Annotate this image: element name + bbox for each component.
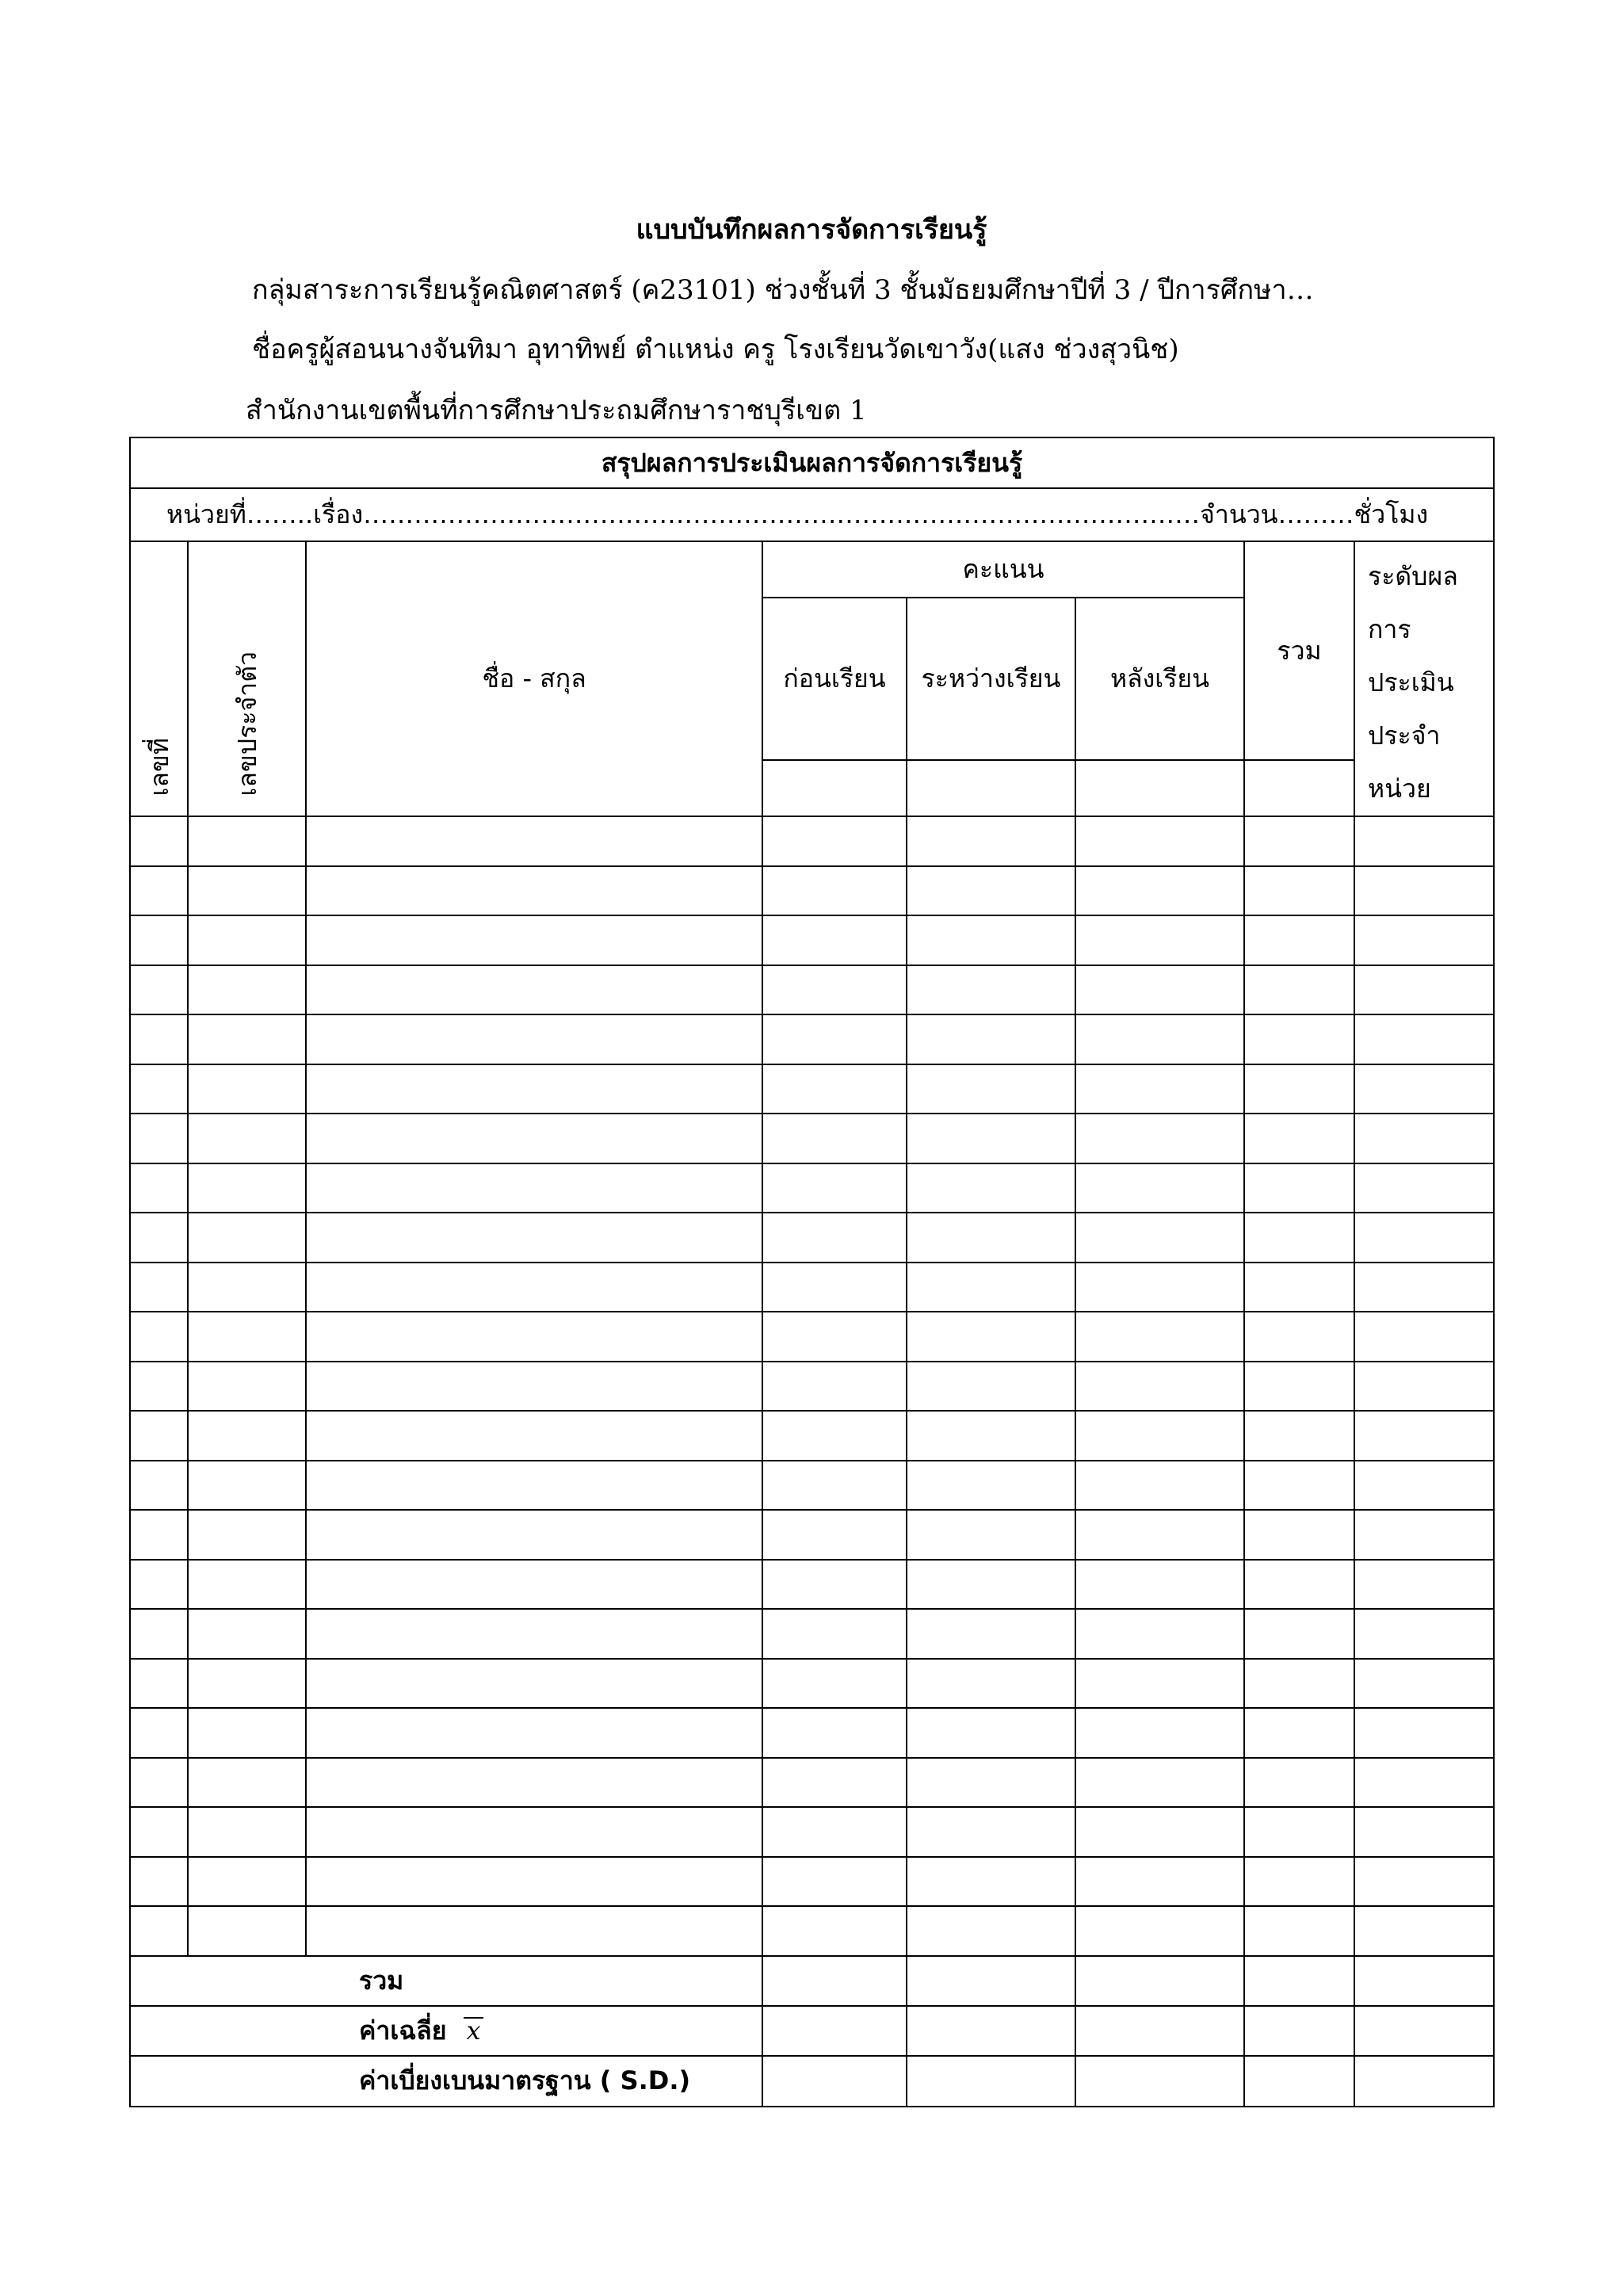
row-after-cell[interactable] — [1075, 1014, 1244, 1064]
row-before-cell[interactable] — [762, 1312, 907, 1362]
assessment-table — [129, 437, 1495, 2107]
row-number-cell[interactable] — [130, 965, 188, 1015]
row-name-cell[interactable] — [306, 1263, 762, 1312]
table-row — [130, 1461, 1494, 1511]
row-name-cell[interactable] — [306, 1560, 762, 1610]
row-level-cell[interactable] — [1354, 1461, 1494, 1511]
stat-cell[interactable] — [762, 2056, 907, 2107]
row-before-cell[interactable] — [762, 915, 907, 965]
row-during-cell[interactable] — [907, 816, 1075, 866]
row-total-cell[interactable] — [1244, 816, 1354, 866]
row-total-cell[interactable] — [1244, 1411, 1354, 1461]
row-during-cell[interactable] — [907, 1708, 1075, 1758]
row-total-cell[interactable] — [1244, 1163, 1354, 1213]
row-during-cell[interactable] — [907, 1064, 1075, 1114]
row-total-cell[interactable] — [1244, 965, 1354, 1015]
col-header-level — [1354, 541, 1494, 816]
row-number-cell[interactable] — [130, 1312, 188, 1362]
stat-mean-text: ค่าเฉลี่ย — [359, 2015, 447, 2046]
table-row — [130, 1114, 1494, 1163]
row-after-cell[interactable] — [1075, 1312, 1244, 1362]
row-after-cell[interactable] — [1075, 1906, 1244, 1956]
row-number-cell[interactable] — [130, 816, 188, 866]
col-header-score-group: คะแนน — [762, 541, 1244, 598]
table-row — [130, 1213, 1494, 1263]
row-name-cell[interactable] — [306, 1312, 762, 1362]
row-during-cell[interactable] — [907, 1807, 1075, 1857]
row-number-cell[interactable] — [130, 1560, 188, 1610]
mean-symbol: x — [464, 2017, 483, 2042]
row-name-cell[interactable] — [306, 1659, 762, 1709]
row-total-cell[interactable] — [1244, 1807, 1354, 1857]
row-id-cell[interactable] — [188, 1064, 306, 1114]
row-id-cell[interactable] — [188, 1659, 306, 1709]
row-before-cell[interactable] — [762, 965, 907, 1015]
row-before-cell[interactable] — [762, 816, 907, 866]
row-id-cell[interactable] — [188, 1263, 306, 1312]
row-level-cell[interactable] — [1354, 1213, 1494, 1263]
stat-cell[interactable] — [1354, 2006, 1494, 2056]
row-total-cell[interactable] — [1244, 915, 1354, 965]
row-during-cell[interactable] — [907, 1014, 1075, 1064]
row-id-cell[interactable] — [188, 1114, 306, 1163]
row-level-cell[interactable] — [1354, 1411, 1494, 1461]
row-number-cell[interactable] — [130, 1708, 188, 1758]
row-during-cell[interactable] — [907, 1560, 1075, 1610]
stat-cell[interactable] — [1354, 2056, 1494, 2107]
row-total-cell[interactable] — [1244, 866, 1354, 916]
stat-sd-label: ค่าเบี่ยงเบนมาตรฐาน ( S.D.) — [130, 2056, 762, 2107]
row-before-cell[interactable] — [762, 1807, 907, 1857]
max-score-during[interactable] — [907, 760, 1075, 816]
row-during-cell[interactable] — [907, 915, 1075, 965]
row-id-cell[interactable] — [188, 915, 306, 965]
stat-cell[interactable] — [907, 2056, 1075, 2107]
level-label-line: ประจำ — [1368, 720, 1441, 751]
table-row — [130, 1807, 1494, 1857]
row-during-cell[interactable] — [907, 1362, 1075, 1412]
row-before-cell[interactable] — [762, 1213, 907, 1263]
row-after-cell[interactable] — [1075, 1609, 1244, 1659]
row-number-cell[interactable] — [130, 915, 188, 965]
row-after-cell[interactable] — [1075, 1263, 1244, 1312]
row-total-cell[interactable] — [1244, 1064, 1354, 1114]
row-level-cell[interactable] — [1354, 816, 1494, 866]
row-name-cell[interactable] — [306, 1014, 762, 1064]
table-row — [130, 1362, 1494, 1412]
row-id-cell[interactable] — [188, 1411, 306, 1461]
row-after-cell[interactable] — [1075, 1807, 1244, 1857]
row-level-cell[interactable] — [1354, 1510, 1494, 1560]
row-total-cell[interactable] — [1244, 1362, 1354, 1412]
table-row — [130, 1758, 1494, 1808]
row-during-cell[interactable] — [907, 1312, 1075, 1362]
row-during-cell[interactable] — [907, 1461, 1075, 1511]
row-before-cell[interactable] — [762, 866, 907, 916]
row-number-cell[interactable] — [130, 1906, 188, 1956]
row-number-cell[interactable] — [130, 1014, 188, 1064]
row-during-cell[interactable] — [907, 1263, 1075, 1312]
row-level-cell[interactable] — [1354, 965, 1494, 1015]
row-before-cell[interactable] — [762, 1064, 907, 1114]
row-during-cell[interactable] — [907, 1510, 1075, 1560]
row-name-cell[interactable] — [306, 915, 762, 965]
row-during-cell[interactable] — [907, 1411, 1075, 1461]
row-name-cell[interactable] — [306, 1758, 762, 1808]
row-id-cell[interactable] — [188, 1312, 306, 1362]
row-number-cell[interactable] — [130, 1609, 188, 1659]
row-level-cell[interactable] — [1354, 1758, 1494, 1808]
stat-cell[interactable] — [1244, 1956, 1354, 2006]
row-id-cell[interactable] — [188, 1807, 306, 1857]
row-after-cell[interactable] — [1075, 1114, 1244, 1163]
row-id-cell[interactable] — [188, 1163, 306, 1213]
row-name-cell[interactable] — [306, 1609, 762, 1659]
stat-total-label: รวม — [130, 1956, 762, 2006]
row-before-cell[interactable] — [762, 1659, 907, 1709]
row-after-cell[interactable] — [1075, 866, 1244, 916]
row-total-cell[interactable] — [1244, 1014, 1354, 1064]
col-header-before: ก่อนเรียน — [762, 598, 907, 761]
row-id-cell[interactable] — [188, 866, 306, 916]
row-before-cell[interactable] — [762, 1114, 907, 1163]
row-total-cell[interactable] — [1244, 1560, 1354, 1610]
row-number-cell[interactable] — [130, 866, 188, 916]
row-before-cell[interactable] — [762, 1263, 907, 1312]
summary-title: สรุปผลการประเมินผลการจัดการเรียนรู้ — [130, 437, 1494, 488]
row-during-cell[interactable] — [907, 1114, 1075, 1163]
max-score-total[interactable] — [1244, 760, 1354, 816]
row-number-cell[interactable] — [130, 1461, 188, 1511]
col-header-id-label: เลขประจำตัว — [232, 651, 262, 797]
row-total-cell[interactable] — [1244, 1857, 1354, 1907]
row-total-cell[interactable] — [1244, 1114, 1354, 1163]
table-row — [130, 1857, 1494, 1907]
row-id-cell[interactable] — [188, 1708, 306, 1758]
row-id-cell[interactable] — [188, 1560, 306, 1610]
row-number-cell[interactable] — [130, 1213, 188, 1263]
col-header-name: ชื่อ - สกุล — [306, 541, 762, 816]
row-before-cell[interactable] — [762, 1758, 907, 1808]
row-during-cell[interactable] — [907, 1857, 1075, 1907]
level-label-line: ประเมิน — [1368, 667, 1454, 697]
row-id-cell[interactable] — [188, 1758, 306, 1808]
col-header-total: รวม — [1244, 541, 1354, 760]
table-row — [130, 915, 1494, 965]
table-row — [130, 1064, 1494, 1114]
stat-cell[interactable] — [907, 1956, 1075, 2006]
row-number-cell[interactable] — [130, 1857, 188, 1907]
row-name-cell[interactable] — [306, 1807, 762, 1857]
row-total-cell[interactable] — [1244, 1461, 1354, 1511]
table-row — [130, 866, 1494, 916]
row-after-cell[interactable] — [1075, 1213, 1244, 1263]
table-row — [130, 1659, 1494, 1709]
stat-cell[interactable] — [762, 1956, 907, 2006]
subject-line: กลุ่มสาระการเรียนรู้คณิตศาสตร์ (ค23101) ช่วงชั้นที่ 3 ชั้นมัธยมศึกษาปีที่ 3 / ปีการศึกษา… — [252, 274, 1314, 306]
row-before-cell[interactable] — [762, 1708, 907, 1758]
row-during-cell[interactable] — [907, 965, 1075, 1015]
row-name-cell[interactable] — [306, 866, 762, 916]
row-after-cell[interactable] — [1075, 1708, 1244, 1758]
row-total-cell[interactable] — [1244, 1659, 1354, 1709]
row-number-cell[interactable] — [130, 1807, 188, 1857]
table-row — [130, 1163, 1494, 1213]
stat-cell[interactable] — [1075, 2006, 1244, 2056]
level-label-line: การ — [1368, 614, 1411, 644]
row-number-cell[interactable] — [130, 1510, 188, 1560]
row-during-cell[interactable] — [907, 1758, 1075, 1808]
row-id-cell[interactable] — [188, 1362, 306, 1412]
row-after-cell[interactable] — [1075, 1411, 1244, 1461]
table-row — [130, 1609, 1494, 1659]
office-line: สำนักงานเขตพื้นที่การศึกษาประถมศึกษาราชบุรีเขต 1 — [246, 395, 867, 426]
row-id-cell[interactable] — [188, 965, 306, 1015]
row-after-cell[interactable] — [1075, 1560, 1244, 1610]
stat-cell[interactable] — [1244, 2056, 1354, 2107]
col-header-number-label: เลขที่ — [144, 738, 174, 797]
row-before-cell[interactable] — [762, 1362, 907, 1412]
row-during-cell[interactable] — [907, 1213, 1075, 1263]
row-before-cell[interactable] — [762, 1857, 907, 1907]
row-name-cell[interactable] — [306, 1906, 762, 1956]
row-number-cell[interactable] — [130, 1411, 188, 1461]
row-level-cell[interactable] — [1354, 1560, 1494, 1610]
row-after-cell[interactable] — [1075, 1064, 1244, 1114]
row-total-cell[interactable] — [1244, 1906, 1354, 1956]
level-label-line: หน่วย — [1368, 774, 1431, 804]
row-level-cell[interactable] — [1354, 1857, 1494, 1907]
max-score-after[interactable] — [1075, 760, 1244, 816]
row-total-cell[interactable] — [1244, 1510, 1354, 1560]
row-id-cell[interactable] — [188, 1906, 306, 1956]
stat-cell[interactable] — [1244, 2006, 1354, 2056]
stat-cell[interactable] — [762, 2006, 907, 2056]
row-id-cell[interactable] — [188, 1014, 306, 1064]
row-total-cell[interactable] — [1244, 1263, 1354, 1312]
row-after-cell[interactable] — [1075, 816, 1244, 866]
row-after-cell[interactable] — [1075, 965, 1244, 1015]
row-total-cell[interactable] — [1244, 1213, 1354, 1263]
row-name-cell[interactable] — [306, 1114, 762, 1163]
stat-cell[interactable] — [1354, 1956, 1494, 2006]
table-row — [130, 1906, 1494, 1956]
row-after-cell[interactable] — [1075, 1758, 1244, 1808]
row-name-cell[interactable] — [306, 1362, 762, 1412]
table-row — [130, 1312, 1494, 1362]
row-before-cell[interactable] — [762, 1014, 907, 1064]
row-id-cell[interactable] — [188, 1857, 306, 1907]
row-total-cell[interactable] — [1244, 1312, 1354, 1362]
row-before-cell[interactable] — [762, 1163, 907, 1213]
col-header-number — [130, 541, 188, 816]
col-header-during: ระหว่างเรียน — [907, 598, 1075, 761]
table-row — [130, 1708, 1494, 1758]
row-name-cell[interactable] — [306, 1163, 762, 1213]
col-header-id — [188, 541, 306, 816]
stat-cell[interactable] — [1075, 1956, 1244, 2006]
row-level-cell[interactable] — [1354, 1014, 1494, 1064]
stat-mean-label — [130, 2006, 762, 2056]
row-level-cell[interactable] — [1354, 1362, 1494, 1412]
stat-cell[interactable] — [1075, 2056, 1244, 2107]
row-level-cell[interactable] — [1354, 1114, 1494, 1163]
row-name-cell[interactable] — [306, 816, 762, 866]
row-during-cell[interactable] — [907, 1163, 1075, 1213]
row-level-cell[interactable] — [1354, 1708, 1494, 1758]
row-after-cell[interactable] — [1075, 1510, 1244, 1560]
row-level-cell[interactable] — [1354, 1906, 1494, 1956]
row-after-cell[interactable] — [1075, 1163, 1244, 1213]
row-name-cell[interactable] — [306, 1213, 762, 1263]
row-number-cell[interactable] — [130, 1114, 188, 1163]
table-row — [130, 1263, 1494, 1312]
row-after-cell[interactable] — [1075, 1857, 1244, 1907]
teacher-line: ชื่อครูผู้สอนนางจันทิมา อุทาทิพย์ ตำแหน่ง ครู โรงเรียนวัดเขาวัง(แสง ช่วงสุวนิช) — [252, 334, 1179, 365]
row-level-cell[interactable] — [1354, 1263, 1494, 1312]
row-level-cell[interactable] — [1354, 1659, 1494, 1709]
row-before-cell[interactable] — [762, 1560, 907, 1610]
stat-cell[interactable] — [907, 2006, 1075, 2056]
row-id-cell[interactable] — [188, 1213, 306, 1263]
row-name-cell[interactable] — [306, 1411, 762, 1461]
row-before-cell[interactable] — [762, 1411, 907, 1461]
row-level-cell[interactable] — [1354, 1163, 1494, 1213]
row-after-cell[interactable] — [1075, 1362, 1244, 1412]
row-id-cell[interactable] — [188, 1461, 306, 1511]
row-number-cell[interactable] — [130, 1263, 188, 1312]
row-total-cell[interactable] — [1244, 1609, 1354, 1659]
row-during-cell[interactable] — [907, 1906, 1075, 1956]
level-label-line: ระดับผล — [1368, 561, 1458, 591]
row-number-cell[interactable] — [130, 1064, 188, 1114]
table-row — [130, 1560, 1494, 1610]
row-number-cell[interactable] — [130, 1659, 188, 1709]
row-after-cell[interactable] — [1075, 915, 1244, 965]
row-level-cell[interactable] — [1354, 1807, 1494, 1857]
row-name-cell[interactable] — [306, 1510, 762, 1560]
row-total-cell[interactable] — [1244, 1758, 1354, 1808]
row-during-cell[interactable] — [907, 1609, 1075, 1659]
row-during-cell[interactable] — [907, 1659, 1075, 1709]
row-total-cell[interactable] — [1244, 1708, 1354, 1758]
row-name-cell[interactable] — [306, 1708, 762, 1758]
unit-line: หน่วยที่……..เรื่อง………………………………………………………………………………………จำนวน………ชั่วโมง — [130, 488, 1494, 541]
row-before-cell[interactable] — [762, 1906, 907, 1956]
row-number-cell[interactable] — [130, 1362, 188, 1412]
row-name-cell[interactable] — [306, 1064, 762, 1114]
table-row — [130, 816, 1494, 866]
row-id-cell[interactable] — [188, 816, 306, 866]
table-row — [130, 1014, 1494, 1064]
row-level-cell[interactable] — [1354, 1312, 1494, 1362]
table-row — [130, 1510, 1494, 1560]
row-level-cell[interactable] — [1354, 1609, 1494, 1659]
row-level-cell[interactable] — [1354, 915, 1494, 965]
row-name-cell[interactable] — [306, 965, 762, 1015]
table-row — [130, 1411, 1494, 1461]
row-during-cell[interactable] — [907, 866, 1075, 916]
row-before-cell[interactable] — [762, 1461, 907, 1511]
max-score-before[interactable] — [762, 760, 907, 816]
row-name-cell[interactable] — [306, 1461, 762, 1511]
row-id-cell[interactable] — [188, 1510, 306, 1560]
row-before-cell[interactable] — [762, 1609, 907, 1659]
row-level-cell[interactable] — [1354, 1064, 1494, 1114]
table-row — [130, 965, 1494, 1015]
col-header-after: หลังเรียน — [1075, 598, 1244, 761]
row-level-cell[interactable] — [1354, 866, 1494, 916]
row-id-cell[interactable] — [188, 1609, 306, 1659]
form-title: แบบบันทึกผลการจัดการเรียนรู้ — [636, 214, 987, 246]
row-number-cell[interactable] — [130, 1758, 188, 1808]
row-before-cell[interactable] — [762, 1510, 907, 1560]
row-number-cell[interactable] — [130, 1163, 188, 1213]
row-after-cell[interactable] — [1075, 1659, 1244, 1709]
row-name-cell[interactable] — [306, 1857, 762, 1907]
row-after-cell[interactable] — [1075, 1461, 1244, 1511]
